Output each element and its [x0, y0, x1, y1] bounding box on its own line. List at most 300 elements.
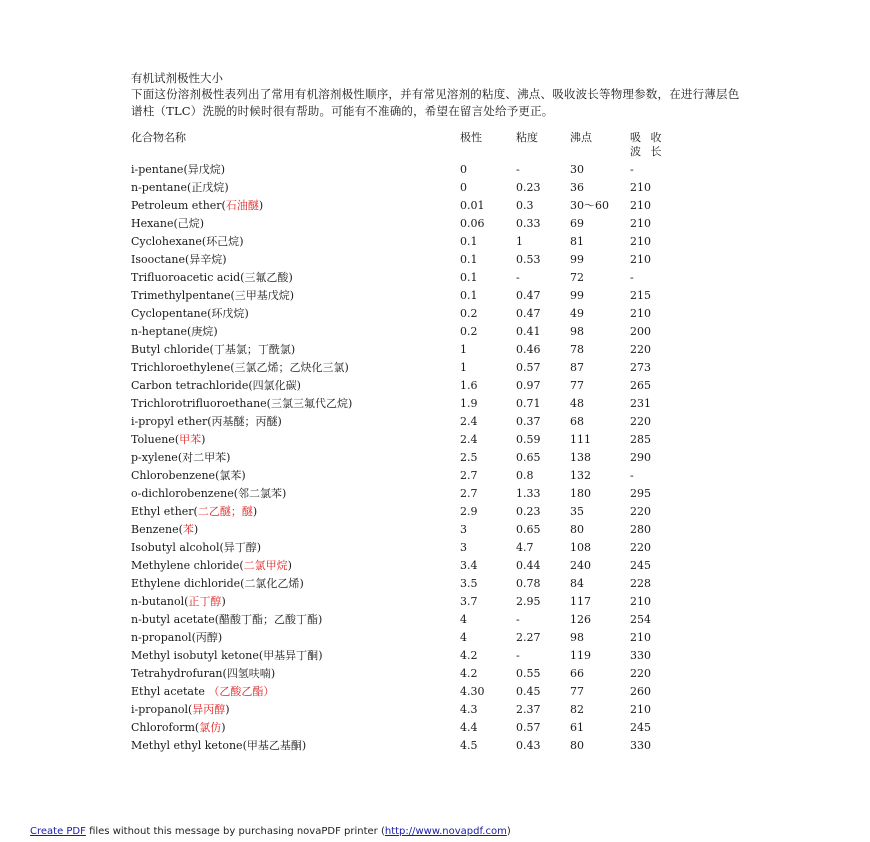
compound-chinese-name: 邻二氯苯: [238, 487, 282, 500]
table-row: [131, 521, 680, 539]
header-compound-name: 化合物名称: [131, 131, 186, 144]
table-row: [131, 251, 680, 269]
compound-chinese-name: 丙基醚；丙醚: [211, 415, 278, 428]
compound-chinese-name: 三氯三氟代乙烷: [270, 397, 348, 410]
viscosity-cell: 0.55: [516, 667, 541, 680]
boiling-point-cell: 30～60: [570, 199, 609, 212]
compound-english-name: Carbon tetrachloride: [131, 379, 249, 392]
compound-chinese-name: 甲基乙基酮: [246, 739, 302, 752]
uv-wavelength-cell: 265: [630, 379, 651, 392]
polarity-cell: 2.5: [460, 451, 478, 464]
table-row: [131, 323, 680, 341]
table-row: [131, 647, 680, 665]
uv-wavelength-cell: 220: [630, 343, 651, 356]
paren-open: (: [193, 505, 198, 518]
polarity-cell: 2.9: [460, 505, 478, 518]
table-row: [131, 233, 680, 251]
paren-close: ): [270, 667, 276, 680]
footer-close-paren: ): [506, 826, 511, 837]
viscosity-cell: 0.23: [516, 181, 541, 194]
compound-chinese-name: 氯苯: [219, 469, 242, 482]
uv-wavelength-cell: -: [630, 271, 634, 284]
boiling-point-cell: 48: [570, 397, 584, 410]
compound-chinese-name: 对二甲苯: [182, 451, 227, 464]
viscosity-cell: 0.44: [516, 559, 541, 572]
polarity-cell: 2.4: [460, 415, 478, 428]
compound-name-cell: [131, 665, 460, 683]
table-row: [131, 575, 680, 593]
polarity-cell: 0.01: [460, 199, 485, 212]
paren-close: ): [213, 325, 218, 338]
polarity-cell: 0: [460, 181, 467, 194]
polarity-cell: 3.4: [460, 559, 478, 572]
compound-chinese-name: 苯: [182, 523, 194, 536]
paren-close: ): [318, 649, 323, 662]
viscosity-cell: 0.47: [516, 289, 541, 302]
boiling-point-cell: 111: [570, 433, 591, 446]
compound-chinese-name: 二乙醚；醚: [197, 505, 253, 518]
table-row: [131, 395, 680, 413]
table-row: [131, 719, 680, 737]
intro-paragraph: 下面这份溶剂极性表列出了常用有机溶剂极性顺序，并有常见溶剂的粘度、沸点、吸收波长等物理参数，在进行薄层色谱柱（TLC）洗脱的时候时很有帮助。可能有不准确的，希望在留言处给予更正。: [131, 87, 740, 118]
compound-name-cell: [131, 737, 460, 755]
compound-name-cell: [131, 197, 460, 215]
paren-open: (: [191, 631, 196, 644]
table-row: [131, 287, 680, 305]
viscosity-cell: 0.65: [516, 451, 541, 464]
compound-name-cell: [131, 305, 460, 323]
pdf-footer: [30, 826, 511, 837]
paren-open: (: [221, 199, 226, 212]
compound-name-cell: [131, 575, 460, 593]
boiling-point-cell: 80: [570, 523, 584, 536]
compound-chinese-name: 四氢呋喃: [226, 667, 271, 680]
paren-open: (: [183, 163, 188, 176]
polarity-cell: 0.1: [460, 271, 478, 284]
paren-close: ): [289, 289, 295, 302]
uv-wavelength-cell: 245: [630, 721, 651, 734]
polarity-cell: 1.6: [460, 379, 478, 392]
boiling-point-cell: 61: [570, 721, 584, 734]
header-boiling-point: 沸点: [570, 131, 592, 144]
paren-close: ): [282, 487, 287, 500]
paren-close: ): [344, 361, 349, 374]
polarity-cell: 3: [460, 541, 467, 554]
compound-chinese-name: 氯仿: [199, 721, 222, 734]
viscosity-cell: 0.59: [516, 433, 541, 446]
compound-name-cell: [131, 359, 460, 377]
compound-english-name: Butyl chloride: [131, 343, 210, 356]
uv-wavelength-cell: 220: [630, 667, 651, 680]
viscosity-cell: 2.37: [516, 703, 541, 716]
polarity-cell: 1: [460, 343, 467, 356]
viscosity-cell: -: [516, 649, 520, 662]
compound-chinese-name: 二氯甲烷: [243, 559, 288, 572]
compound-name-cell: [131, 485, 460, 503]
paren-close: ): [287, 559, 292, 572]
paren-open: （: [204, 685, 220, 698]
paren-close: ): [201, 433, 206, 446]
viscosity-cell: -: [516, 271, 520, 284]
compound-name-cell: [131, 395, 460, 413]
paren-open: (: [230, 361, 235, 374]
polarity-cell: 0.2: [460, 325, 478, 338]
viscosity-cell: -: [516, 613, 520, 626]
table-row: [131, 557, 680, 575]
polarity-cell: 4.3: [460, 703, 478, 716]
compound-chinese-name: 三氯乙烯；乙炔化三氯: [234, 361, 345, 374]
paren-close: ): [199, 217, 205, 230]
paren-open: (: [214, 613, 220, 626]
compound-english-name: Petroleum ether: [131, 199, 222, 212]
table-row: [131, 305, 680, 323]
compound-chinese-name: 丁基氯；丁酰氯: [213, 343, 291, 356]
viscosity-cell: 0.41: [516, 325, 541, 338]
uv-wavelength-cell: 290: [630, 451, 651, 464]
polarity-cell: 2.4: [460, 433, 478, 446]
paren-open: (: [194, 721, 200, 734]
compound-name-cell: [131, 521, 460, 539]
paren-close: ): [225, 703, 230, 716]
polarity-cell: 4.30: [460, 685, 485, 698]
compound-chinese-name: 乙酸乙酯: [219, 685, 264, 698]
paren-close: ): [296, 379, 301, 392]
solvent-polarity-table: [131, 128, 680, 755]
table-row: [131, 629, 680, 647]
compound-english-name: i-propanol: [131, 703, 188, 716]
boiling-point-cell: 240: [570, 559, 591, 572]
table-body: [131, 161, 680, 755]
footer-text: files without this message by purchasing novaPDF printer (: [85, 826, 385, 837]
paren-close: ): [277, 415, 282, 428]
header-polarity: 极性: [460, 131, 482, 144]
boiling-point-cell: 81: [570, 235, 584, 248]
uv-wavelength-cell: 330: [630, 649, 651, 662]
paren-close: ): [347, 397, 353, 410]
uv-wavelength-cell: 280: [630, 523, 651, 536]
compound-english-name: Methyl ethyl ketone: [131, 739, 243, 752]
table-row: [131, 701, 680, 719]
uv-wavelength-cell: 295: [630, 487, 651, 500]
boiling-point-cell: 77: [570, 379, 584, 392]
boiling-point-cell: 66: [570, 667, 584, 680]
polarity-cell: 0.1: [460, 253, 478, 266]
compound-name-cell: [131, 503, 460, 521]
table-row: [131, 593, 680, 611]
polarity-cell: 2.7: [460, 469, 478, 482]
paren-open: (: [207, 307, 212, 320]
compound-chinese-name: 三氟乙酸: [244, 271, 289, 284]
compound-name-cell: [131, 377, 460, 395]
paren-open: (: [222, 667, 227, 680]
paren-close: ): [301, 739, 307, 752]
uv-wavelength-cell: 200: [630, 325, 651, 338]
polarity-cell: 3.5: [460, 577, 478, 590]
paren-open: (: [187, 181, 192, 194]
boiling-point-cell: 30: [570, 163, 584, 176]
boiling-point-cell: 119: [570, 649, 591, 662]
compound-name-cell: [131, 683, 460, 701]
compound-english-name: Ethyl ether: [131, 505, 194, 518]
compound-chinese-name: 环戊烷: [211, 307, 245, 320]
paren-open: (: [184, 595, 189, 608]
compound-name-cell: [131, 647, 460, 665]
compound-english-name: Trichlorotrifluoroethane: [131, 397, 267, 410]
compound-chinese-name: 异丁醇: [223, 541, 257, 554]
table-row: [131, 503, 680, 521]
table-row: [131, 215, 680, 233]
viscosity-cell: -: [516, 163, 520, 176]
compound-english-name: i-pentane: [131, 163, 184, 176]
paren-close: ): [318, 613, 323, 626]
uv-wavelength-cell: 215: [630, 289, 651, 302]
compound-english-name: n-butyl acetate: [131, 613, 215, 626]
paren-open: (: [201, 235, 207, 248]
boiling-point-cell: 108: [570, 541, 591, 554]
compound-english-name: Chloroform: [131, 721, 195, 734]
compound-name-cell: [131, 593, 460, 611]
table-row: [131, 683, 680, 701]
uv-wavelength-cell: 330: [630, 739, 651, 752]
paren-close: ): [288, 271, 293, 284]
paren-close: ): [224, 181, 229, 194]
boiling-point-cell: 98: [570, 631, 584, 644]
polarity-cell: 4: [460, 631, 467, 644]
boiling-point-cell: 68: [570, 415, 584, 428]
novapdf-link[interactable]: http://www.novapdf.com: [384, 826, 507, 837]
table-row: [131, 665, 680, 683]
table-row: [131, 197, 680, 215]
viscosity-cell: 0.46: [516, 343, 541, 356]
paren-open: (: [178, 523, 183, 536]
paren-close: ): [244, 307, 249, 320]
compound-chinese-name: 三甲基戊烷: [234, 289, 290, 302]
viscosity-cell: 4.7: [516, 541, 534, 554]
paren-open: (: [184, 253, 190, 266]
compound-chinese-name: 甲基异丁酮: [263, 649, 319, 662]
viscosity-cell: 0.47: [516, 307, 541, 320]
uv-wavelength-cell: 210: [630, 595, 651, 608]
paren-close: ): [290, 343, 296, 356]
paren-close: ): [241, 469, 246, 482]
boiling-point-cell: 35: [570, 505, 584, 518]
uv-wavelength-cell: 210: [630, 307, 651, 320]
compound-chinese-name: 己烷: [177, 217, 200, 230]
table-row: [131, 467, 680, 485]
table-row: [131, 341, 680, 359]
compound-english-name: Ethylene dichloride: [131, 577, 241, 590]
paren-open: (: [240, 271, 245, 284]
polarity-cell: 1.9: [460, 397, 478, 410]
compound-name-cell: [131, 431, 460, 449]
paren-open: (: [233, 487, 238, 500]
compound-chinese-name: 二氯化乙烯: [244, 577, 300, 590]
table-row: [131, 449, 680, 467]
viscosity-cell: 0.57: [516, 721, 541, 734]
uv-wavelength-cell: 285: [630, 433, 651, 446]
uv-wavelength-cell: 220: [630, 415, 651, 428]
polarity-cell: 0.06: [460, 217, 485, 230]
compound-name-cell: [131, 701, 460, 719]
boiling-point-cell: 138: [570, 451, 591, 464]
page-title: 有机试剂极性大小: [131, 71, 223, 85]
boiling-point-cell: 36: [570, 181, 584, 194]
compound-name-cell: [131, 161, 460, 179]
boiling-point-cell: 132: [570, 469, 591, 482]
boiling-point-cell: 80: [570, 739, 584, 752]
compound-english-name: Isobutyl alcohol: [131, 541, 220, 554]
compound-name-cell: [131, 233, 460, 251]
paren-close: ): [258, 199, 264, 212]
compound-english-name: Trichloroethylene: [131, 361, 231, 374]
paren-open: (: [239, 559, 244, 572]
uv-wavelength-cell: 220: [630, 541, 651, 554]
polarity-cell: 1: [460, 361, 467, 374]
compound-name-cell: [131, 611, 460, 629]
paren-open: (: [177, 451, 183, 464]
viscosity-cell: 1: [516, 235, 523, 248]
uv-wavelength-cell: 231: [630, 397, 651, 410]
boiling-point-cell: 84: [570, 577, 584, 590]
viscosity-cell: 0.45: [516, 685, 541, 698]
boiling-point-cell: 99: [570, 289, 584, 302]
compound-chinese-name: 四氯化碳: [252, 379, 297, 392]
compound-name-cell: [131, 557, 460, 575]
compound-name-cell: [131, 323, 460, 341]
table-row: [131, 539, 680, 557]
compound-english-name: Trimethylpentane: [131, 289, 231, 302]
compound-chinese-name: 石油醚: [225, 199, 259, 212]
polarity-cell: 4: [460, 613, 467, 626]
viscosity-cell: 0.78: [516, 577, 541, 590]
create-pdf-link[interactable]: Create PDF: [30, 826, 86, 837]
compound-chinese-name: 正丁醇: [188, 595, 222, 608]
paren-close: ): [299, 577, 304, 590]
uv-wavelength-cell: 260: [630, 685, 651, 698]
polarity-cell: 0.2: [460, 307, 478, 320]
compound-chinese-name: 异辛烷: [189, 253, 223, 266]
paren-open: (: [187, 703, 193, 716]
paren-open: (: [242, 739, 247, 752]
boiling-point-cell: 180: [570, 487, 591, 500]
viscosity-cell: 2.95: [516, 595, 541, 608]
compound-name-cell: [131, 269, 460, 287]
paren-open: (: [248, 379, 253, 392]
uv-wavelength-cell: 273: [630, 361, 651, 374]
compound-english-name: Benzene: [131, 523, 179, 536]
paren-open: (: [240, 577, 245, 590]
table-header-row: [131, 128, 680, 161]
paren-open: (: [219, 541, 224, 554]
boiling-point-cell: 72: [570, 271, 584, 284]
compound-name-cell: [131, 251, 460, 269]
paren-open: (: [258, 649, 264, 662]
compound-english-name: n-heptane: [131, 325, 188, 338]
compound-english-name: Hexane: [131, 217, 174, 230]
table-row: [131, 179, 680, 197]
boiling-point-cell: 77: [570, 685, 584, 698]
viscosity-cell: 0.8: [516, 469, 534, 482]
uv-wavelength-cell: 210: [630, 631, 651, 644]
paren-open: (: [215, 469, 220, 482]
compound-english-name: Ethyl acetate: [131, 685, 205, 698]
uv-wavelength-cell: 245: [630, 559, 651, 572]
viscosity-cell: 0.71: [516, 397, 541, 410]
paren-close: ): [256, 541, 262, 554]
paren-close: ): [252, 505, 258, 518]
polarity-cell: 2.7: [460, 487, 478, 500]
compound-name-cell: [131, 215, 460, 233]
compound-chinese-name: 醋酸丁酯；乙酸丁酯: [219, 613, 319, 626]
polarity-cell: 3: [460, 523, 467, 536]
compound-chinese-name: 丙醇: [195, 631, 218, 644]
boiling-point-cell: 69: [570, 217, 584, 230]
paren-close: ): [217, 631, 223, 644]
viscosity-cell: 0.3: [516, 199, 534, 212]
uv-wavelength-cell: 210: [630, 253, 651, 266]
polarity-cell: 0.1: [460, 235, 478, 248]
compound-english-name: i-propyl ether: [131, 415, 208, 428]
boiling-point-cell: 99: [570, 253, 584, 266]
compound-english-name: n-pentane: [131, 181, 188, 194]
polarity-cell: 4.2: [460, 667, 478, 680]
paren-close: ）: [263, 685, 275, 698]
compound-chinese-name: 环己烷: [206, 235, 240, 248]
compound-name-cell: [131, 467, 460, 485]
viscosity-cell: 0.33: [516, 217, 541, 230]
viscosity-cell: 0.53: [516, 253, 541, 266]
compound-english-name: Toluene: [131, 433, 175, 446]
uv-wavelength-cell: 210: [630, 217, 651, 230]
paren-close: ): [226, 451, 231, 464]
paren-open: (: [207, 415, 212, 428]
paren-close: ): [221, 595, 226, 608]
compound-english-name: n-butanol: [131, 595, 185, 608]
uv-wavelength-cell: 254: [630, 613, 651, 626]
paren-open: (: [173, 217, 178, 230]
paren-open: (: [174, 433, 180, 446]
uv-wavelength-cell: 228: [630, 577, 651, 590]
paren-open: (: [209, 343, 214, 356]
compound-english-name: Methyl isobutyl ketone: [131, 649, 259, 662]
compound-name-cell: [131, 287, 460, 305]
compound-english-name: Trifluoroacetic acid: [131, 271, 241, 284]
viscosity-cell: 0.65: [516, 523, 541, 536]
viscosity-cell: 0.57: [516, 361, 541, 374]
uv-wavelength-cell: 210: [630, 181, 651, 194]
compound-name-cell: [131, 449, 460, 467]
boiling-point-cell: 117: [570, 595, 591, 608]
document-body: [131, 70, 751, 755]
compound-english-name: Isooctane: [131, 253, 185, 266]
table-row: [131, 413, 680, 431]
compound-name-cell: [131, 719, 460, 737]
viscosity-cell: 0.23: [516, 505, 541, 518]
paren-open: (: [187, 325, 192, 338]
polarity-cell: 4.4: [460, 721, 478, 734]
polarity-cell: 4.2: [460, 649, 478, 662]
compound-chinese-name: 异丙醇: [192, 703, 226, 716]
compound-name-cell: [131, 629, 460, 647]
table-row: [131, 359, 680, 377]
compound-english-name: Cyclohexane: [131, 235, 202, 248]
compound-chinese-name: 异戊烷: [187, 163, 221, 176]
compound-english-name: o-dichlorobenzene: [131, 487, 234, 500]
compound-chinese-name: 庚烷: [191, 325, 214, 338]
boiling-point-cell: 82: [570, 703, 584, 716]
table-row: [131, 431, 680, 449]
boiling-point-cell: 78: [570, 343, 584, 356]
